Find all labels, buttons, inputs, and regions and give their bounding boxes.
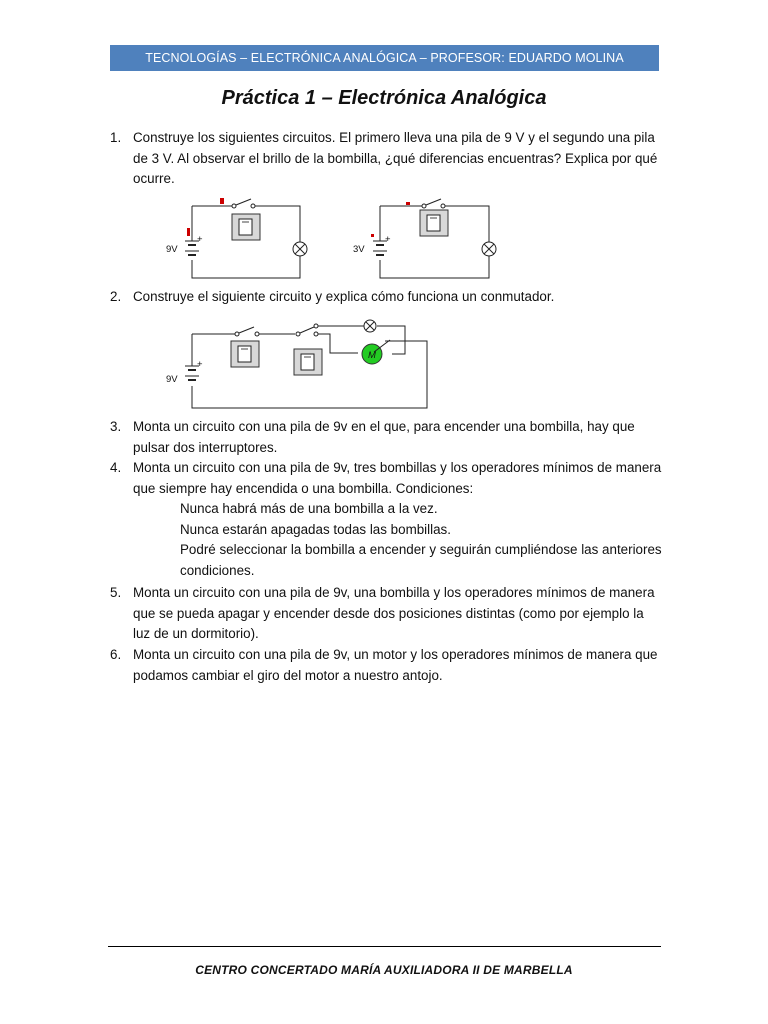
- commutator-button-icon[interactable]: [294, 349, 322, 375]
- switch-button-icon[interactable]: [232, 214, 260, 240]
- question-3: [110, 417, 662, 458]
- lamp-icon: [293, 242, 307, 256]
- question-number: 2.: [110, 289, 122, 304]
- switch-symbol: [232, 199, 255, 208]
- header-text: TECNOLOGÍAS – ELECTRÓNICA ANALÓGICA – PROFESOR: EDUARDO MOLINA: [145, 51, 624, 65]
- question-text: Monta un circuito con una pila de 9v, tres bombillas y los operadores mínimos de manera que siempre hay encendida o una bombilla. Condiciones:: [133, 460, 662, 496]
- question-5: [110, 583, 662, 645]
- wire: [317, 334, 358, 353]
- question-text: Construye los siguientes circuitos. El primero lleva una pila de 9 V y el segundo una pila de 3 V. Al observar el brillo de la bombilla, ¿qué diferencias encuentras? Explica por qué ocurre.: [133, 130, 658, 187]
- question-number: 6.: [110, 647, 122, 662]
- condition-item: Nunca habrá más de una bombilla a la vez.: [180, 501, 438, 517]
- question-6: [110, 645, 662, 686]
- question-number: 4.: [110, 460, 122, 475]
- battery-symbol: [371, 234, 391, 255]
- motor-icon: [362, 340, 390, 364]
- question-2: [110, 287, 662, 308]
- circuit-3v-diagram: [350, 196, 500, 286]
- footer-divider: [108, 946, 661, 947]
- battery-symbol: [185, 359, 203, 380]
- switch-button-icon[interactable]: [420, 210, 448, 236]
- commutator-circuit-diagram: [160, 316, 440, 412]
- wire: [380, 256, 489, 278]
- commutator-symbol: [296, 324, 318, 336]
- footer-text: CENTRO CONCERTADO MARÍA AUXILIADORA II DE MARBELLA: [195, 963, 573, 977]
- voltage-label: 9V: [166, 244, 178, 255]
- switch-symbol: [235, 327, 259, 336]
- lamp-icon: [482, 242, 496, 256]
- question-number: 1.: [110, 130, 122, 145]
- voltage-label: 9V: [166, 374, 178, 385]
- page-title: Práctica 1 – Electrónica Analógica: [221, 87, 547, 109]
- red-indicator: [406, 202, 410, 205]
- header-bar: [110, 45, 659, 71]
- lamp-icon: [364, 320, 376, 332]
- switch-symbol: [422, 199, 445, 208]
- battery-symbol: [185, 228, 203, 255]
- question-text: Monta un circuito con una pila de 9v, una bombilla y los operadores mínimos de manera que se pueda apagar y encender desde dos posiciones distintas (como por ejemplo la luz de un dormitorio).: [133, 585, 655, 642]
- condition-item: Podré seleccionar la bombilla a encender y seguirán cumpliéndose las anteriores condiciones.: [180, 542, 662, 578]
- question-4: [110, 458, 662, 582]
- condition-item: Nunca estarán apagadas todas las bombillas.: [180, 521, 451, 537]
- circuit-9v-diagram: [160, 196, 310, 286]
- wire: [445, 206, 489, 242]
- wire: [192, 256, 300, 278]
- question-number: 3.: [110, 419, 122, 434]
- red-indicator: [220, 198, 224, 204]
- svg-text:+: +: [385, 234, 391, 245]
- question-number: 5.: [110, 585, 122, 600]
- wire: [255, 206, 300, 242]
- voltage-label: 3V: [353, 244, 365, 255]
- question-1: [110, 128, 662, 190]
- motor-label: M: [368, 350, 376, 361]
- switch-button-icon[interactable]: [231, 341, 259, 367]
- question-text: Monta un circuito con una pila de 9v en el que, para encender una bombilla, hay que pulsar dos interruptores.: [133, 419, 635, 455]
- question-text: Monta un circuito con una pila de 9v, un motor y los operadores mínimos de manera que podamos cambiar el giro del motor a nuestro antojo.: [133, 647, 658, 683]
- svg-text:+: +: [197, 234, 203, 245]
- question-text: Construye el siguiente circuito y explica cómo funciona un conmutador.: [133, 289, 555, 304]
- svg-text:+: +: [197, 359, 203, 370]
